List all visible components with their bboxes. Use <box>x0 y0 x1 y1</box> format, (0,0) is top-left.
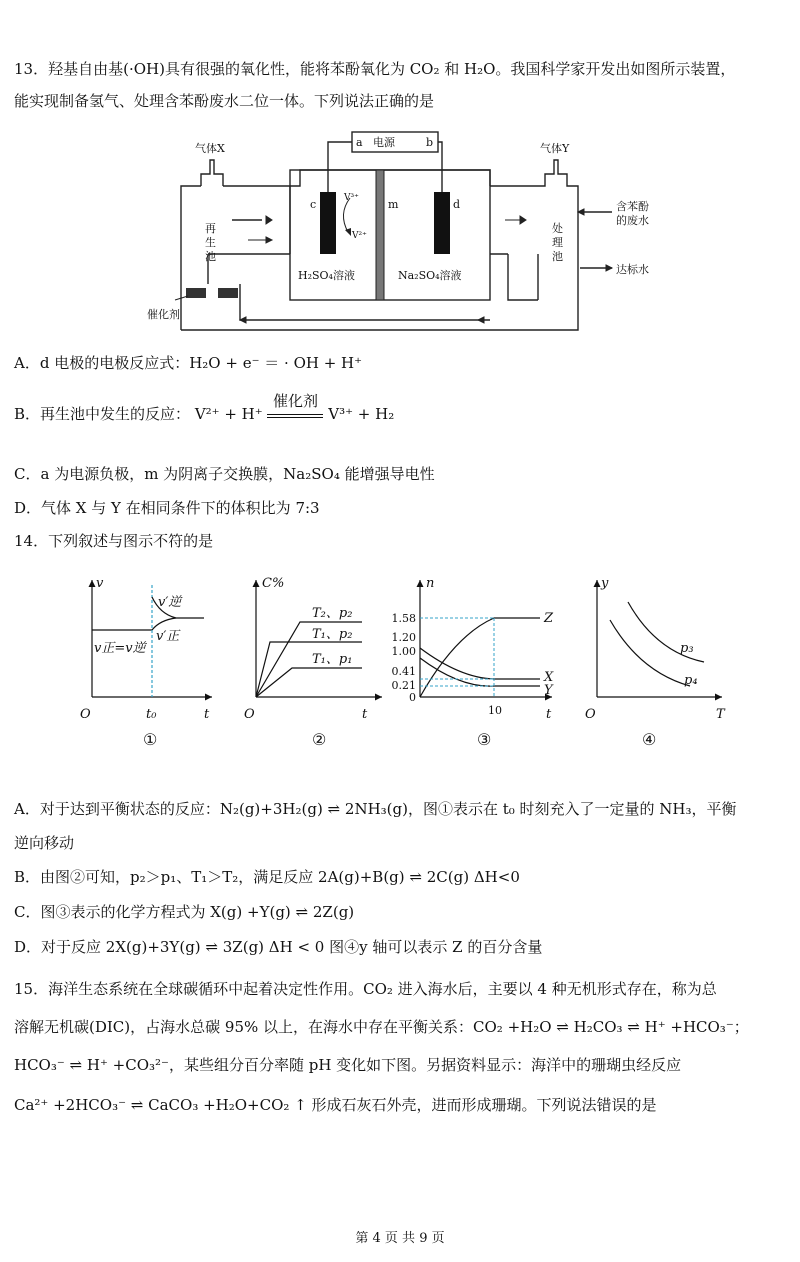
q13-option-b-arrow <box>267 392 323 418</box>
gas-y-label: 气体Y <box>540 142 570 155</box>
g3-ytick-1: 1.58 <box>391 612 416 625</box>
q13-option-c: C．a 为电源负极，m 为阴离子交换膜，Na₂SO₄ 能增强导电性 <box>14 465 435 483</box>
q14-option-a-line1: A．对于达到平衡状态的反应：N₂(g)+3H₂(g) ⇌ 2NH₃(g)，图①表示在 t₀ 时刻充入了一定量的 NH₃，平衡 <box>14 800 737 818</box>
g3-series-z-label: Z <box>544 611 554 626</box>
g4-xlabel: T <box>716 707 725 722</box>
g3-series-x-label: X <box>544 670 554 685</box>
g3-ytick-4: 0.41 <box>391 665 416 678</box>
g2-curve-label-3: T₁、p₁ <box>312 652 353 667</box>
q13-option-b-catalyst: 催化剂 <box>272 392 318 410</box>
g3-series-y <box>420 658 540 686</box>
q14-option-c: C．图③表示的化学方程式为 X(g) +Y(g) ⇌ 2Z(g) <box>14 903 355 921</box>
g3-series-x <box>420 648 540 679</box>
treat-pool-char2: 理 <box>552 236 563 249</box>
electrode-d <box>434 192 450 254</box>
q13-option-a: A．d 电极的电极反应式：H₂O + e⁻ ＝ · OH + H⁺ <box>14 354 363 372</box>
h2so4-label: H₂SO₄溶液 <box>298 269 355 282</box>
g1-xlabel: t <box>204 707 210 722</box>
g1-fwd-label: v′正 <box>156 629 180 644</box>
membrane-m <box>376 170 384 300</box>
g4-curve-label-p4: p₄ <box>684 673 698 688</box>
g1-origin: O <box>80 707 91 722</box>
catalyst-label: 催化剂 <box>147 308 180 321</box>
q15-line4: Ca²⁺ +2HCO₃⁻ ⇌ CaCO₃ +H₂O+CO₂ ↑ 形成石灰石外壳，进而形成珊瑚。下列说法错误的是 <box>14 1096 657 1114</box>
wastewater-label-2: 的废水 <box>616 214 649 227</box>
g1-caption: ① <box>143 730 158 749</box>
electrode-c-label: c <box>310 198 317 211</box>
g3-ytick-3: 1.00 <box>391 645 416 658</box>
g3-ylabel: n <box>426 576 435 591</box>
g2-curve-label-1: T₂、p₂ <box>312 606 353 621</box>
g4-caption: ④ <box>642 730 657 749</box>
q13-option-b-right: V³⁺ + H₂ <box>328 405 395 423</box>
g3-series-y-label: Y <box>544 683 553 698</box>
q13-option-b-prefix: B．再生池中发生的反应： <box>14 405 191 423</box>
g4-ylabel: y <box>601 576 609 591</box>
g3-caption: ③ <box>477 730 492 749</box>
q14-option-a-line2: 逆向移动 <box>14 834 75 852</box>
treat-pool-char1: 处 <box>552 222 563 235</box>
g2-xlabel: t <box>362 707 368 722</box>
q13-option-b-left: V²⁺ + H⁺ <box>194 405 263 423</box>
q15-line1: 15．海洋生态系统在全球碳循环中起着决定性作用。CO₂ 进入海水后，主要以 4 种无机形式存在，称为总 <box>14 980 717 998</box>
g3-xtick: 10 <box>488 704 502 717</box>
electrode-d-label: d <box>453 198 461 211</box>
q14-stem: 14．下列叙述与图示不符的是 <box>14 532 214 550</box>
g1-eq-label: v正=v逆 <box>94 641 146 656</box>
g3-ytick-6: 0 <box>409 691 416 704</box>
q13-stem-line2: 能实现制备氢气、处理含苯酚废水二位一体。下列说法正确的是 <box>14 92 435 110</box>
catalyst-block-right <box>218 288 238 298</box>
regen-pool-char3: 池 <box>205 250 216 263</box>
electrolysis-apparatus-figure <box>0 0 800 340</box>
power-label: 电源 <box>373 136 395 149</box>
terminal-b-label: b <box>426 136 434 149</box>
na2so4-label: Na₂SO₄溶液 <box>398 269 462 282</box>
v3-label: V³⁺ <box>344 193 359 203</box>
g3-ytick-2: 1.20 <box>391 631 416 644</box>
page-footer: 第 4 页 共 9 页 <box>355 1231 445 1246</box>
terminal-a-label: a <box>356 136 363 149</box>
g2-curve-label-2: T₁、p₂ <box>312 627 353 642</box>
g1-t0-label: t₀ <box>146 707 157 722</box>
wastewater-label-1: 含苯酚 <box>616 200 649 213</box>
g1-ylabel: v <box>96 576 104 591</box>
g3-ytick-5: 0.21 <box>391 679 416 692</box>
q15-line3: HCO₃⁻ ⇌ H⁺ +CO₃²⁻，某些组分百分率随 pH 变化如下图。另据资料显示：海洋中的珊瑚虫经反应 <box>14 1056 682 1074</box>
g2-caption: ② <box>312 730 327 749</box>
treat-pool-char3: 池 <box>552 250 563 263</box>
g4-curve-label-p3: p₃ <box>680 641 694 656</box>
g1-rev-label: v′逆 <box>158 595 182 610</box>
q15-line2: 溶解无机碳(DIC)，占海水总碳 95% 以上，在海水中存在平衡关系：CO₂ +H₂O ⇌ H₂CO₃ ⇌ H⁺ +HCO₃⁻； <box>14 1018 749 1036</box>
electrode-c <box>320 192 336 254</box>
regen-pool-char1: 再 <box>205 222 216 235</box>
g3-xlabel: t <box>546 707 552 722</box>
v2-label: V²⁺ <box>352 231 367 241</box>
q14-graphs <box>0 560 800 760</box>
q14-option-d: D．对于反应 2X(g)+3Y(g) ⇌ 3Z(g) ΔH < 0 图④y 轴可以表示 Z 的百分含量 <box>14 938 543 956</box>
g2-ylabel: C% <box>262 576 285 591</box>
regen-pool-char2: 生 <box>205 236 216 249</box>
gas-x-label: 气体X <box>195 142 225 155</box>
standard-water-label: 达标水 <box>616 263 649 276</box>
g4-origin: O <box>585 707 596 722</box>
catalyst-block-left <box>186 288 206 298</box>
q14-option-b: B．由图②可知，p₂＞p₁、T₁＞T₂，满足反应 2A(g)+B(g) ⇌ 2C(g) ΔH<0 <box>14 868 520 886</box>
q13-stem-line1: 13．羟基自由基(·OH)具有很强的氧化性，能将苯酚氧化为 CO₂ 和 H₂O。我国科学家开发出如图所示装置， <box>14 60 736 78</box>
q13-option-d: D．气体 X 与 Y 在相同条件下的体积比为 7:3 <box>14 499 320 517</box>
g2-origin: O <box>244 707 255 722</box>
q13-option-b <box>14 392 395 425</box>
membrane-label: m <box>388 198 399 211</box>
g2-curve-t1p1 <box>256 668 362 697</box>
